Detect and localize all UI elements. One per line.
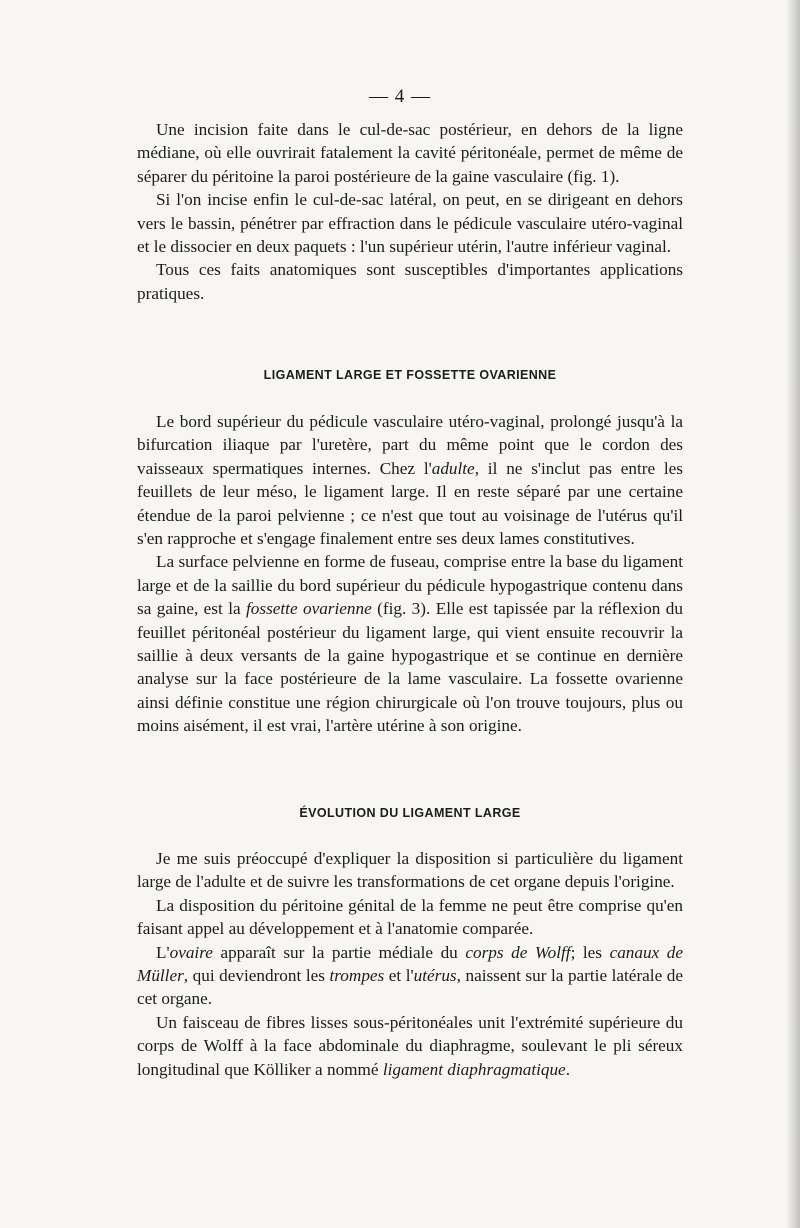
paragraph: Le bord supérieur du pédicule vasculaire utéro-vaginal, prolongé jusqu'à la bifurcation iliaque par l'uretère, part du même point que le cordon des vaisseaux spermatiques internes. Chez l'adulte, il ne s'inclut pas entre les feuillets de leur méso, le ligament large. Il en reste séparé par une certaine étendue de la paroi pelvienne ; ce n'est que tout au voisinage de l'utérus qu'il s'en rapproche et s'engage finalement entre ses deux lames constitutives. xyxy=(137,412,683,549)
paragraph: Je me suis préoccupé d'expliquer la disposition si particulière du ligament large de l'adulte et de suivre les transformations de cet organe depuis l'origine. xyxy=(137,849,683,892)
paragraph: Si l'on incise enfin le cul-de-sac latéral, on peut, en se dirigeant en dehors vers le bassin, pénétrer par effraction dans le pédicule vasculaire utéro-vaginal et le dissocier en deux paquets : l'un supérieur utérin, l'autre inférieur vaginal. xyxy=(137,190,683,257)
section-heading-ligament-large: LIGAMENT LARGE ET FOSSETTE OVARIENNE xyxy=(263,368,557,382)
paragraph: La surface pelvienne en forme de fuseau, comprise entre la base du ligament large et de la saillie du bord supérieur du pédicule hypogastrique contenu dans sa gaine, est la fossette ovarienne (fig. 3). Elle est tapissée par la réflexion du feuillet péritonéal postérieur du ligament large, qui vient ensuite recouvrir la saillie à deux versants de la gaine hypogastrique et se continue en dernière analyse sur la face postérieure de la lame vasculaire. La fossette ovarienne ainsi définie constitue une région chirurgicale où l'on trouve toujours, plus ou moins aisément, il est vrai, l'artère utérine à son origine. xyxy=(137,552,683,736)
paragraph: L'ovaire apparaît sur la partie médiale du corps de Wolff; les canaux de Müller, qui deviendront les trompes et l'utérus, naissent sur la partie latérale de cet organe. xyxy=(137,942,684,1009)
section2-text-block xyxy=(137,847,683,1081)
section1-text-block xyxy=(137,410,683,738)
paragraph: La disposition du péritoine génital de la femme ne peut être comprise qu'en faisant appel au développement et à l'anatomie comparée. xyxy=(137,895,683,939)
paragraph: Un faisceau de fibres lisses sous-péritonéales unit l'extrémité supérieure du corps de Wolff à la face abdominale du diaphragme, soulevant le pli séreux longitudinal que Kölliker a nommé ligament diaphragmatique. xyxy=(137,1012,683,1079)
page-edge-shadow xyxy=(786,0,800,1228)
section-heading-evolution: ÉVOLUTION DU LIGAMENT LARGE xyxy=(299,806,521,820)
paragraph: Tous ces faits anatomiques sont susceptibles d'importantes applications pratiques. xyxy=(137,260,683,303)
page-number: — 4 — xyxy=(369,86,431,107)
intro-text-block xyxy=(137,118,683,305)
paragraph: Une incision faite dans le cul-de-sac postérieur, en dehors de la ligne médiane, où elle ouvrirait fatalement la cavité péritonéale, permet de même de séparer du péritoine la paroi postérieure de la gaine vasculaire (fig. 1). xyxy=(137,120,683,186)
